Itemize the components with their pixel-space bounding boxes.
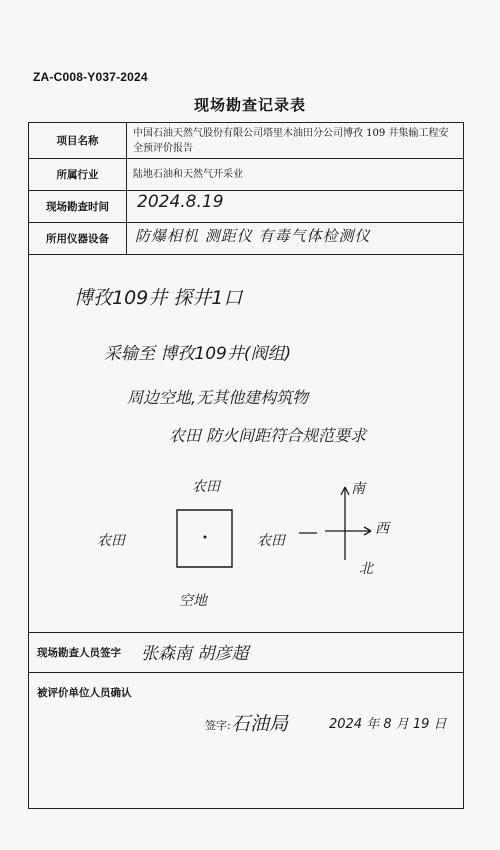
sketch-east-label: 农田 — [257, 533, 285, 549]
well-site-square — [177, 510, 232, 567]
project-value: 中国石油天然气股份有限公司塔里木油田分公司博孜 109 井集输工程安全预评价报告 — [133, 127, 449, 154]
notes-area — [29, 255, 463, 633]
note-line-4: 农田 防火间距符合规范要求 — [169, 426, 367, 445]
document-title: 现场勘查记录表 — [193, 96, 306, 114]
document-code: ZA-C008-Y037-2024 — [33, 70, 148, 84]
client-signature: 石油局 — [231, 713, 289, 735]
survey-date-handwritten: 2024.8.19 — [137, 192, 224, 212]
sketch-south-label: 空地 — [179, 593, 207, 609]
compass-up-label: 南 — [351, 481, 365, 497]
instrument-handwritten: 防爆相机 测距仪 有毒气体检测仪 — [135, 227, 371, 245]
instrument-label: 所用仪器设备 — [29, 223, 127, 254]
compass-down-label: 北 — [359, 561, 373, 577]
time-label: 现场勘查时间 — [29, 191, 127, 222]
record-table — [28, 122, 464, 809]
project-label: 项目名称 — [29, 123, 127, 158]
note-line-3: 周边空地,无其他建构筑物 — [127, 388, 309, 407]
sketch-west-label: 农田 — [97, 533, 125, 549]
client-confirmation-label: 被评价单位人员确认 — [37, 687, 132, 699]
sign-label: 签字: — [205, 719, 231, 732]
staff-signature-label: 现场勘查人员签字 — [37, 647, 121, 659]
industry-value: 陆地石油和天然气开采业 — [133, 169, 243, 180]
note-line-1: 博孜109井 探井1口 — [74, 287, 243, 309]
instrument-row — [29, 223, 463, 255]
confirmation-date: 2024 年 8 月 19 日 — [329, 717, 447, 732]
client-confirmation-area — [29, 673, 463, 810]
wellhead-dot — [204, 536, 207, 539]
note-line-2: 采输至 博孜109井(阀组) — [104, 344, 292, 364]
industry-row — [29, 159, 463, 191]
time-row — [29, 191, 463, 223]
site-sketch — [29, 255, 463, 633]
staff-signature-row — [29, 633, 463, 673]
industry-label: 所属行业 — [29, 159, 127, 190]
staff-signature-names: 张森南 胡彦超 — [141, 644, 249, 664]
sketch-north-label: 农田 — [192, 479, 220, 495]
project-row — [29, 123, 463, 159]
compass-right-label: 西 — [375, 521, 389, 537]
